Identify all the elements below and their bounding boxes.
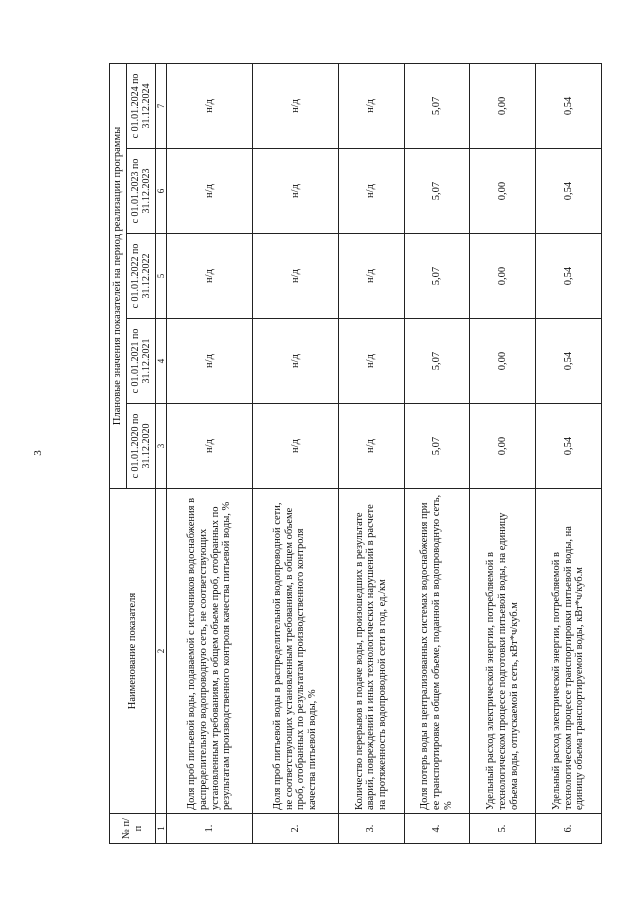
indicator-value: н/д — [338, 319, 404, 404]
indicator-value: 0,54 — [536, 149, 602, 234]
column-index-row — [156, 63, 167, 843]
column-index: 6 — [156, 149, 167, 234]
period-header: с 01.01.2021 по 31.12.2021 — [127, 319, 156, 404]
column-index: 7 — [156, 63, 167, 148]
table-row — [167, 63, 253, 843]
indicator-value: 0,00 — [470, 234, 536, 319]
indicator-value: н/д — [338, 63, 404, 148]
indicator-value: 5,07 — [404, 404, 470, 489]
indicator-value: 5,07 — [404, 234, 470, 319]
period-header: с 01.01.2022 по 31.12.2022 — [127, 234, 156, 319]
indicator-value: н/д — [167, 234, 253, 319]
column-index: 1 — [156, 814, 167, 844]
indicator-name: Доля потерь воды в централизованных системах водоснабжения при ее транспортировке в общем объеме, поданной в водопроводную сеть, % — [404, 489, 470, 814]
indicator-value: 5,07 — [404, 149, 470, 234]
indicators-table-container — [109, 64, 602, 844]
indicator-value: 0,00 — [470, 319, 536, 404]
indicator-value: н/д — [253, 63, 339, 148]
col-num-header: № п/п — [110, 814, 156, 844]
indicator-value: н/д — [253, 404, 339, 489]
indicator-value: н/д — [253, 149, 339, 234]
indicator-name: Количество перерывов в подаче воды, произошедших в результате аварий, повреждений и иных технологических нарушений в расчете на протяженность водопроводной сети в год, ед./км — [338, 489, 404, 814]
indicator-name: Удельный расход электрической энергии, потребляемой в технологическом процессе транспортировки питьевой воды, на единицу объема транспортируемой воды, кВт*ч/куб.м — [536, 489, 602, 814]
indicator-value: н/д — [338, 234, 404, 319]
indicator-name: Удельный расход электрической энергии, потребляемой в технологическом процессе подготовки питьевой воды, на единицу объема воды, отпускаемой в сеть, кВт*ч/куб.м — [470, 489, 536, 814]
indicator-name: Доля проб питьевой воды в распределительной водопроводной сети, не соответствующих установленным требованиям, в общем объеме проб, отобранных по результатам производственного контроля качества питьевой воды, % — [253, 489, 339, 814]
table-row — [253, 63, 339, 843]
period-header: с 01.01.2023 по 31.12.2023 — [127, 149, 156, 234]
indicator-value: н/д — [338, 149, 404, 234]
table-row — [470, 63, 536, 843]
column-index: 3 — [156, 404, 167, 489]
row-number: 6. — [536, 814, 602, 844]
indicator-value: н/д — [253, 234, 339, 319]
indicator-value: 0,00 — [470, 404, 536, 489]
col-name-header: Наименование показателя — [110, 489, 156, 814]
row-number: 1. — [167, 814, 253, 844]
column-index: 5 — [156, 234, 167, 319]
indicator-name: Доля проб питьевой воды, подаваемой с источников водоснабжения в распределительную водопроводную сеть, не соответствующих установленным требованиям, в общем объеме проб, отобранных по результатам производственного контроля качества питьевой воды, % — [167, 489, 253, 814]
table-row — [536, 63, 602, 843]
indicator-value: н/д — [167, 404, 253, 489]
table-header-row — [110, 63, 127, 843]
indicator-value: н/д — [338, 404, 404, 489]
indicator-value: н/д — [253, 319, 339, 404]
indicator-value: 0,54 — [536, 319, 602, 404]
period-header: с 01.01.2024 по 31.12.2024 — [127, 63, 156, 148]
column-index: 2 — [156, 489, 167, 814]
indicator-value: 5,07 — [404, 319, 470, 404]
indicator-value: н/д — [167, 63, 253, 148]
indicator-value: 0,54 — [536, 404, 602, 489]
row-number: 2. — [253, 814, 339, 844]
indicator-value: 0,54 — [536, 234, 602, 319]
row-number: 5. — [470, 814, 536, 844]
indicator-value: н/д — [167, 319, 253, 404]
table-row — [338, 63, 404, 843]
indicator-value: 0,00 — [470, 149, 536, 234]
indicators-table — [109, 63, 602, 844]
indicator-value: 0,54 — [536, 63, 602, 148]
column-index: 4 — [156, 319, 167, 404]
row-number: 4. — [404, 814, 470, 844]
table-row — [404, 63, 470, 843]
indicator-value: н/д — [167, 149, 253, 234]
page-number: 3 — [31, 450, 44, 456]
row-number: 3. — [338, 814, 404, 844]
period-header: с 01.01.2020 по 31.12.2020 — [127, 404, 156, 489]
indicator-value: 0,00 — [470, 63, 536, 148]
indicator-value: 5,07 — [404, 63, 470, 148]
group-header: Плановые значения показателей на период реализации программы — [110, 63, 127, 488]
